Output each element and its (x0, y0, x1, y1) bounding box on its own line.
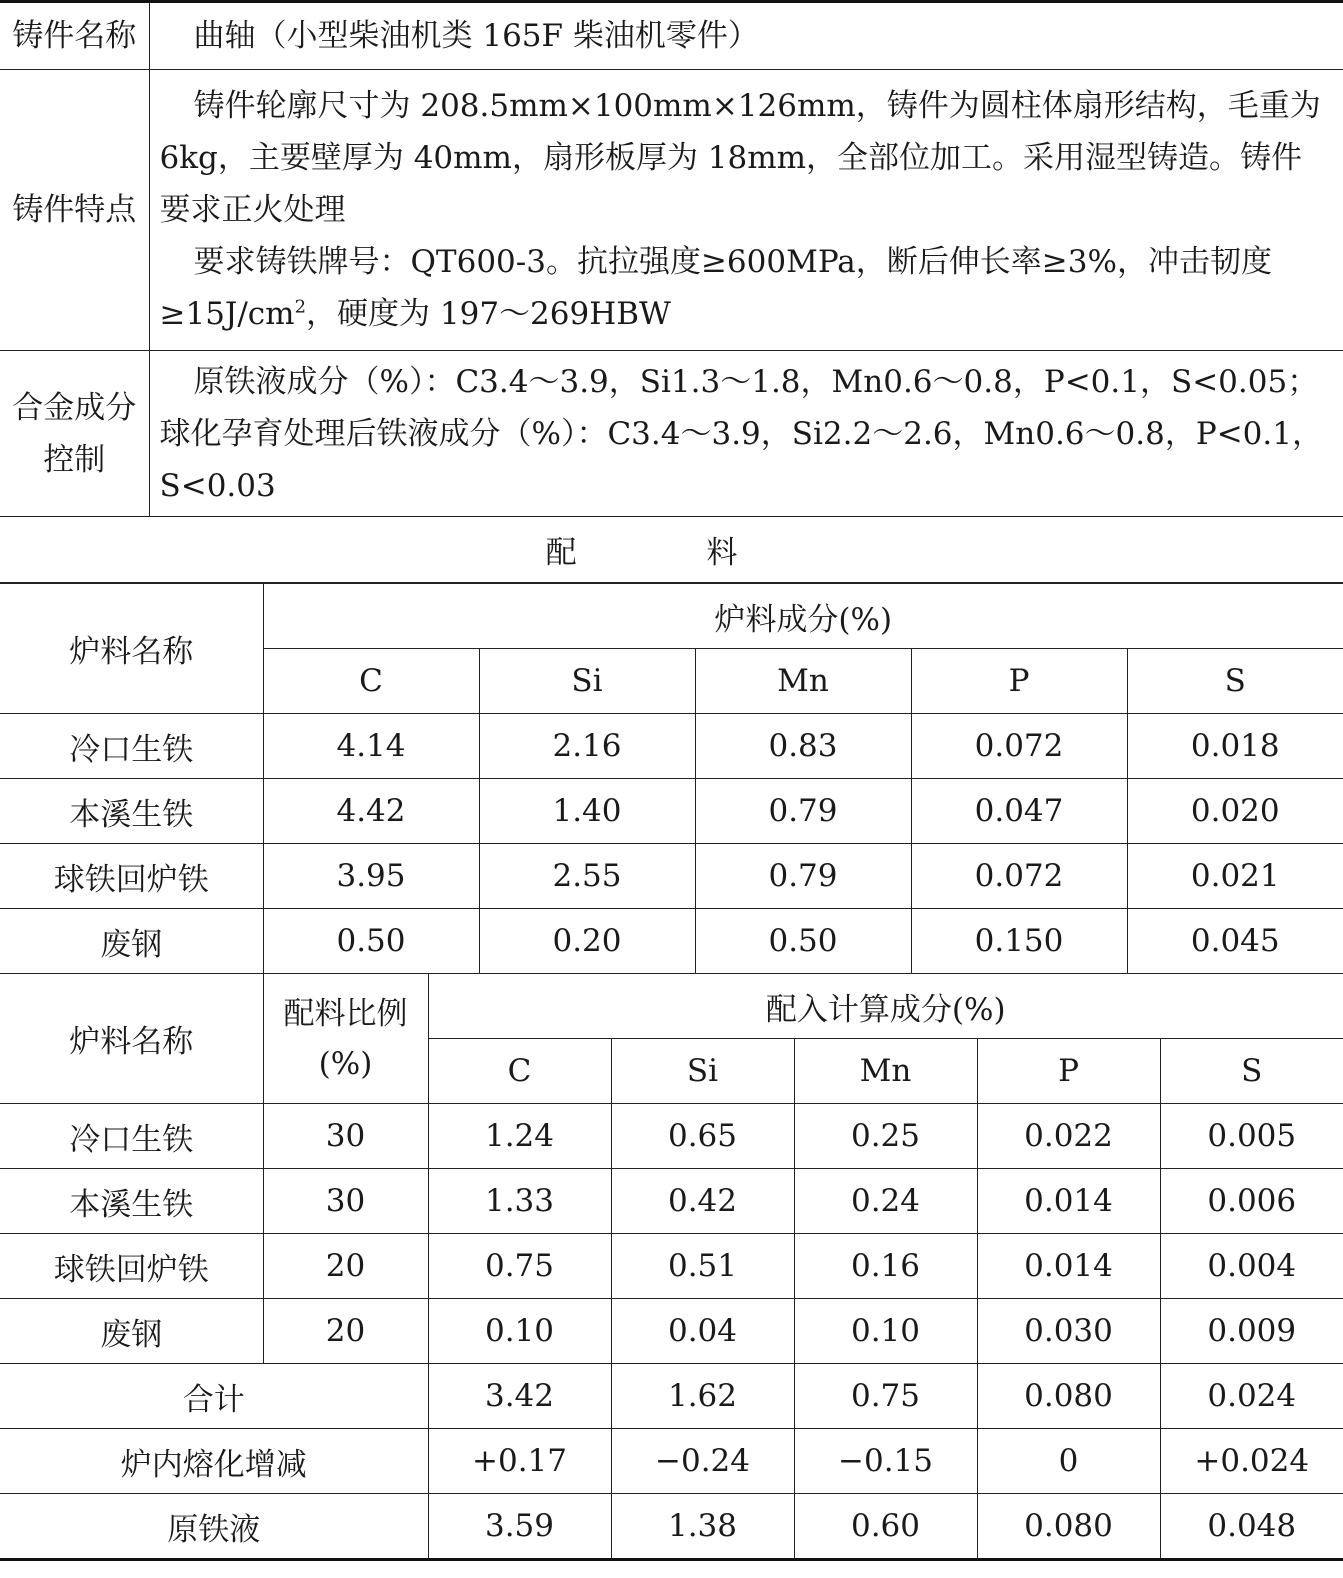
cell: 0.020 (1127, 779, 1343, 844)
cell: 0.20 (479, 909, 695, 974)
cell: 0.030 (977, 1299, 1160, 1364)
element-header: C (263, 649, 479, 714)
ratio-cell: 20 (263, 1299, 428, 1364)
charge-group-header: 炉料成分(%) (263, 584, 1343, 649)
cell: 0.150 (911, 909, 1127, 974)
casting-features-requirements (160, 236, 1334, 340)
element-header: S (1160, 1039, 1343, 1104)
charge-name: 废钢 (0, 1299, 263, 1364)
charge-name: 球铁回炉铁 (0, 844, 263, 909)
cell: 0.080 (977, 1494, 1160, 1560)
charge-name: 本溪生铁 (0, 779, 263, 844)
cell: 1.24 (428, 1104, 611, 1169)
cell: 0.072 (911, 714, 1127, 779)
element-header: P (911, 649, 1127, 714)
table-row (0, 714, 1343, 779)
section-title: 配 料 (0, 517, 1343, 583)
cell: 0.65 (611, 1104, 794, 1169)
table-row (0, 1234, 1343, 1299)
cell: 3.42 (428, 1364, 611, 1429)
cell: 0.51 (611, 1234, 794, 1299)
cell: 0.045 (1127, 909, 1343, 974)
cell: 1.62 (611, 1364, 794, 1429)
cell: 0.024 (1160, 1364, 1343, 1429)
charge-name: 冷口生铁 (0, 714, 263, 779)
cell: 3.59 (428, 1494, 611, 1560)
cell: 0.16 (794, 1234, 977, 1299)
cell: 0.79 (695, 779, 911, 844)
element-header: Mn (695, 649, 911, 714)
cell: 0.42 (611, 1169, 794, 1234)
cell: −0.24 (611, 1429, 794, 1494)
charge-name: 球铁回炉铁 (0, 1234, 263, 1299)
charge-composition-table (0, 583, 1343, 974)
cell: 1.33 (428, 1169, 611, 1234)
casting-features-row (0, 70, 1343, 351)
cell: 0.50 (695, 909, 911, 974)
cell: 2.55 (479, 844, 695, 909)
ratio-cell: 20 (263, 1234, 428, 1299)
summary-row-melt-change (0, 1429, 1343, 1494)
cell: 0.10 (794, 1299, 977, 1364)
alloy-control-row (0, 351, 1343, 517)
cell: 0.072 (911, 844, 1127, 909)
alloy-control-label (0, 351, 149, 517)
requirements-text: 要求铸铁牌号：QT600-3。抗拉强度≥600MPa，断后伸长率≥3%，冲击韧度≥15J/cm (159, 244, 1272, 332)
cell: 2.16 (479, 714, 695, 779)
cell: 0.021 (1127, 844, 1343, 909)
charge-name: 废钢 (0, 909, 263, 974)
charge-name: 冷口生铁 (0, 1104, 263, 1169)
summary-row-total (0, 1364, 1343, 1429)
summary-label: 合计 (0, 1364, 428, 1429)
cell: +0.024 (1160, 1429, 1343, 1494)
cell: +0.17 (428, 1429, 611, 1494)
charge-name-header: 炉料名称 (0, 584, 263, 714)
calc-group-header: 配入计算成分(%) (428, 974, 1343, 1039)
ratio-cell: 30 (263, 1104, 428, 1169)
casting-features-desc: 铸件轮廓尺寸为 208.5mm×100mm×126mm，铸件为圆柱体扇形结构，毛重为 6kg，主要壁厚为 40mm，扇形板厚为 18mm，全部位加工。采用湿型铸造。铸件要求正火处理 (159, 88, 1321, 228)
casting-name-row (0, 2, 1343, 70)
calc-header-row (0, 974, 1343, 1039)
cell: 0.75 (794, 1364, 977, 1429)
calc-name-header: 炉料名称 (0, 974, 263, 1104)
alloy-control-label-line1: 合金成分 (12, 389, 137, 426)
unit-superscript: 2 (294, 296, 307, 318)
cell: 0.080 (977, 1364, 1160, 1429)
summary-label: 原铁液 (0, 1494, 428, 1560)
cell: 0.75 (428, 1234, 611, 1299)
alloy-control-value: 原铁液成分（%）：C3.4～3.9，Si1.3～1.8，Mn0.6～0.8，P<0.1，S<0.05；球化孕育处理后铁液成分（%）：C3.4～3.9，Si2.2～2.6，Mn0.6～0.8，P<0.1，S<0.03 (149, 351, 1343, 517)
hardness-text: ，硬度为 197～269HBW (306, 296, 671, 332)
alloy-control-label-line2: 控制 (43, 441, 106, 478)
summary-row-base-iron (0, 1494, 1343, 1560)
cell: 0.022 (977, 1104, 1160, 1169)
cell: 0.60 (794, 1494, 977, 1560)
table-row (0, 844, 1343, 909)
table-row (0, 1104, 1343, 1169)
casting-info-table (0, 0, 1343, 517)
cell: 1.38 (611, 1494, 794, 1560)
ratio-header-line2: (%) (318, 1045, 373, 1082)
table-row (0, 1299, 1343, 1364)
cell: 0.50 (263, 909, 479, 974)
cell: 0.04 (611, 1299, 794, 1364)
table-row (0, 779, 1343, 844)
table-row (0, 909, 1343, 974)
charge-name: 本溪生铁 (0, 1169, 263, 1234)
cell: 0.79 (695, 844, 911, 909)
cell: 0.10 (428, 1299, 611, 1364)
cell: 0.006 (1160, 1169, 1343, 1234)
element-header: Mn (794, 1039, 977, 1104)
table-row (0, 1169, 1343, 1234)
cell: 0.014 (977, 1234, 1160, 1299)
element-header: Si (479, 649, 695, 714)
ratio-header-line1: 配料比例 (283, 995, 408, 1032)
element-header: Si (611, 1039, 794, 1104)
element-header: S (1127, 649, 1343, 714)
cell: 0.004 (1160, 1234, 1343, 1299)
casting-name-value: 曲轴（小型柴油机类 165F 柴油机零件） (149, 2, 1343, 70)
cell: 0.83 (695, 714, 911, 779)
cell: 0 (977, 1429, 1160, 1494)
cell: 4.14 (263, 714, 479, 779)
cell: 0.25 (794, 1104, 977, 1169)
cell: 0.005 (1160, 1104, 1343, 1169)
cell: 0.048 (1160, 1494, 1343, 1560)
cell: 0.24 (794, 1169, 977, 1234)
cell: 1.40 (479, 779, 695, 844)
cell: 0.018 (1127, 714, 1343, 779)
cell: −0.15 (794, 1429, 977, 1494)
casting-name-label: 铸件名称 (0, 2, 149, 70)
ratio-cell: 30 (263, 1169, 428, 1234)
cell: 0.009 (1160, 1299, 1343, 1364)
casting-features-label: 铸件特点 (0, 70, 149, 351)
section-title-table (0, 517, 1343, 583)
cell: 3.95 (263, 844, 479, 909)
cell: 4.42 (263, 779, 479, 844)
cell: 0.014 (977, 1169, 1160, 1234)
element-header: P (977, 1039, 1160, 1104)
summary-label: 炉内熔化增减 (0, 1429, 428, 1494)
ratio-header (263, 974, 428, 1104)
cell: 0.047 (911, 779, 1127, 844)
element-header: C (428, 1039, 611, 1104)
calculated-composition-table (0, 974, 1343, 1561)
charge-header-row (0, 584, 1343, 649)
